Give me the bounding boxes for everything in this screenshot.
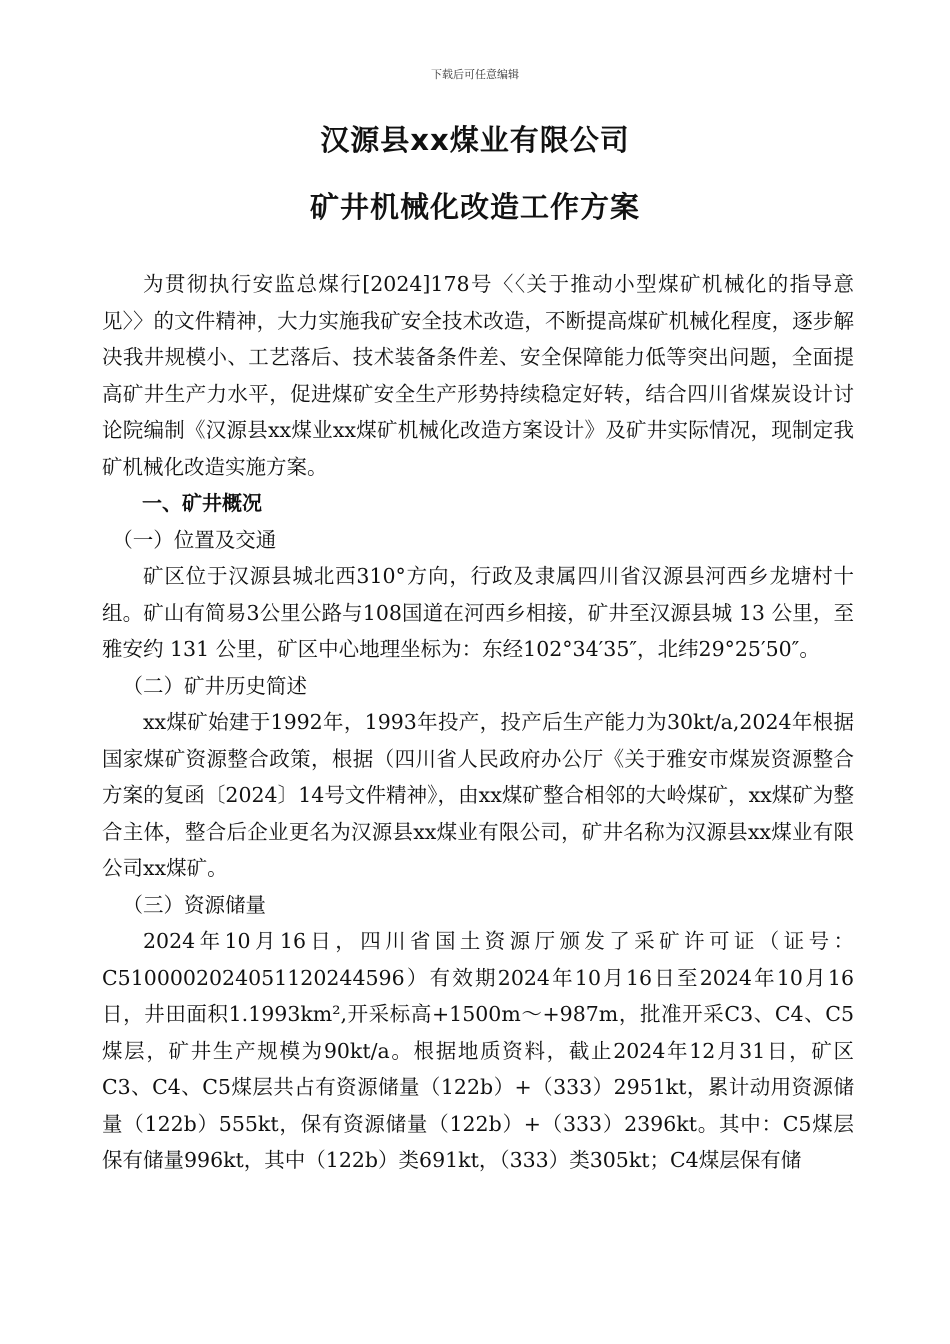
location-paragraph: 矿区位于汉源县城北西310°方向，行政及隶属四川省汉源县河西乡龙塘村十组。矿山有简易3公里公路与108国道在河西乡相接，矿井至汉源县城 13 公里，至雅安约 131 公里，矿区中心地理坐标为：东经102°34′35″，北纬29°25′50″。 <box>102 564 854 661</box>
intro-paragraph: 为贯彻执行安监总煤行[2024]178号〈〈关于推动小型煤矿机械化的指导意见〉〉的文件精神，大力实施我矿安全技术改造，不断提高煤矿机械化程度，逐步解决我井规模小、工艺落后、技术装备条件差、安全保障能力低等突出问题，全面提高矿井生产力水平，促进煤矿安全生产形势持续稳定好转，结合四川省煤炭设计讨论院编制《汉源县xx煤业xx煤矿机械化改造方案设计》及矿井实际情况，现制定我矿机械化改造实施方案。 <box>102 272 854 479</box>
document-body <box>102 266 854 1179</box>
section-heading-overview: 一、矿井概况 <box>142 491 262 515</box>
header-note: 下载后可任意编辑 <box>431 68 519 81</box>
document-title-line2: 矿井机械化改造工作方案 <box>309 190 640 224</box>
subsection-heading-location: （一）位置及交通 <box>112 527 277 552</box>
history-paragraph: xx煤矿始建于1992年，1993年投产，投产后生产能力为30kt/a,2024年根据国家煤矿资源整合政策，根据（四川省人民政府办公厅《关于雅安市煤炭资源整合方案的复函〔2024〕14号文件精神》，由xx煤矿整合相邻的大岭煤矿，xx煤矿为整合主体，整合后企业更名为汉源县xx煤业有限公司，矿井名称为汉源县xx煤业有限公司xx煤矿。 <box>102 710 854 880</box>
subsection-heading-reserves: （三）资源储量 <box>122 892 266 917</box>
subsection-heading-history: （二）矿井历史简述 <box>122 673 307 698</box>
document-title-line1: 汉源县xx煤业有限公司 <box>320 123 630 157</box>
reserves-paragraph: 2024年10月16日，四川省国土资源厅颁发了采矿许可证（证号：C5100002024051120244596）有效期2024年10月16日至2024年10月16日，井田面积1.1993km²,开采标高+1500m～+987m，批准开采C3、C4、C5煤层，矿井生产规模为90kt/a。根据地质资料，截止2024年12月31日，矿区C3、C4、C5煤层共占有资源储量（122b）+（333）2951kt，累计动用资源储量（122b）555kt，保有资源储量（122b）+（333）2396kt。其中：C5煤层保有储量996kt，其中（122b）类691kt，（333）类305kt；C4煤层保有储 <box>102 929 854 1172</box>
